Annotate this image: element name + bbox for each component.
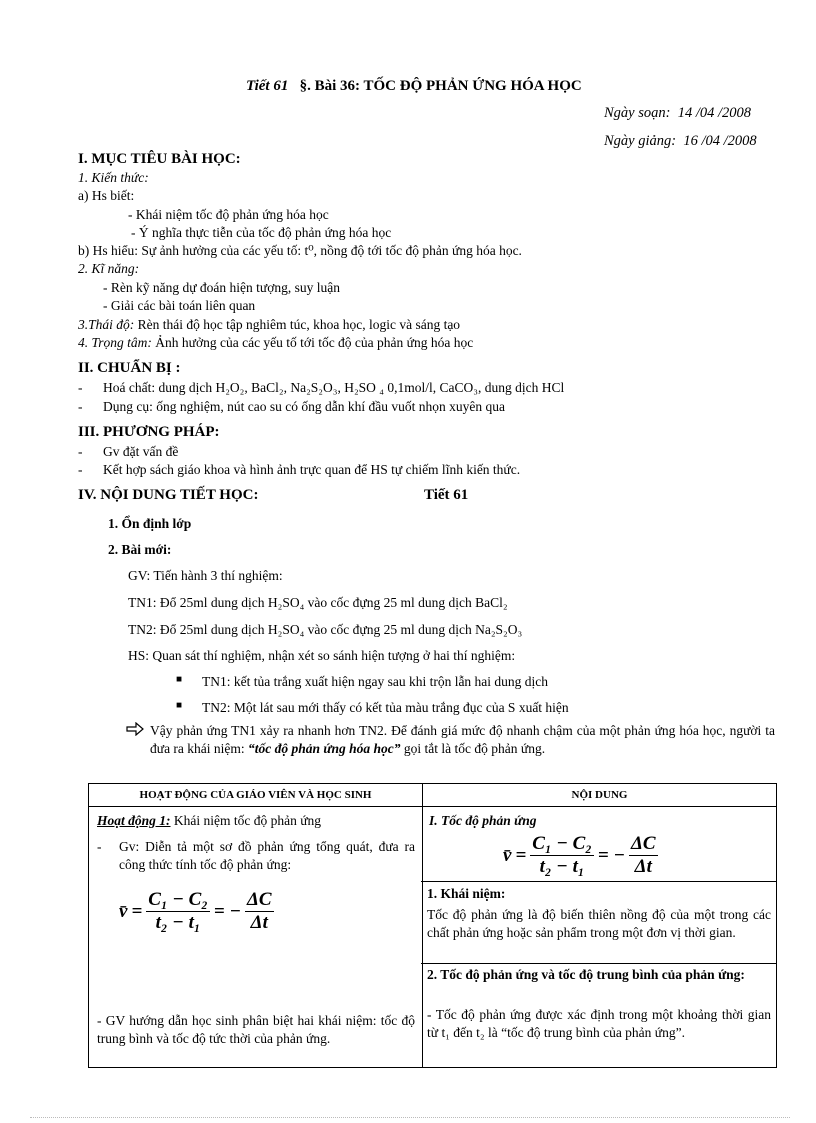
understands-line: b) Hs hiểu: Sự ảnh hưởng của các yếu tố: t⁰, nồng độ tới tốc độ phản ứng hóa học.: [78, 243, 522, 258]
formula-fraction: [146, 889, 210, 934]
student-observe: HS: Quan sát thí nghiệm, nhận xét so sánh hiện tượng ở hai thí nghiệm:: [128, 648, 516, 663]
page-bottom-border: [30, 1117, 790, 1118]
prep-date-line: [604, 105, 751, 122]
formula-delta-numerator: ΔC: [246, 889, 272, 910]
focus-label: 4. Trọng tâm:: [78, 335, 152, 350]
formula-vbar: v̄: [503, 844, 512, 866]
teach-date: 16 /04 /2008: [683, 133, 757, 149]
focus-text: Ảnh hưởng của các yếu tố tới tốc độ của phản ứng hóa học: [151, 335, 474, 350]
formula-delta-denominator: Δt: [634, 856, 652, 877]
section-objectives-title: I. MỤC TIÊU BÀI HỌC:: [78, 151, 241, 167]
formula-delta-fraction: [245, 889, 274, 934]
arrow-right-icon: [126, 722, 144, 740]
formula-denominator: t₂ − t₁: [539, 856, 585, 877]
conclusion-term: “tốc độ phản ứng hóa học”: [248, 741, 401, 756]
method-item-2: Kết hợp sách giáo khoa và hình ảnh trực quan để HS tự chiếm lĩnh kiến thức.: [103, 462, 521, 477]
concept-heading: 1. Khái niệm:: [427, 886, 506, 901]
concept-text: Tốc độ phản ứng là độ biến thiên nồng độ của một trong các chất phản ứng hoặc sản phẩm trong một đơn vị thời gian.: [427, 907, 771, 940]
formula-numerator: C₁ − C₂: [148, 889, 208, 910]
attitude-text: Rèn thái độ học tập nghiêm túc, khoa học, logic và sáng tạo: [134, 317, 461, 332]
experiment-1: TN1: Đổ 25ml dung dịch H₂SO₄ vào cốc đựng 25 ml dung dịch BaCl₂: [128, 595, 508, 610]
knows-label: a) Hs biết:: [78, 188, 135, 203]
activity-1-line: [97, 812, 321, 829]
method-bullet-2: -: [78, 462, 83, 477]
observation-2: TN2: Một lát sau mới thấy có kết tủa màu trắng đục của S xuất hiện: [202, 700, 569, 715]
formula-delta-denominator: Δt: [250, 912, 268, 933]
teach-label: Ngày giảng:: [604, 133, 677, 149]
conclusion-paragraph: [150, 722, 775, 758]
formula-equals: =: [515, 844, 527, 866]
teacher-bullet: -: [97, 839, 102, 854]
table-header-activities: HOẠT ĐỘNG CỦA GIÁO VIÊN VÀ HỌC SINH: [89, 784, 423, 807]
observation-1: TN1: kết tủa trắng xuất hiện ngay sau khi trộn lẫn hai dung dịch: [202, 674, 549, 689]
formula-left: [119, 889, 274, 934]
avg-rate-text: - Tốc độ phản ứng được xác định trong một khoảng thời gian từ t₁ đến t₂ là “tốc độ trung bình của phản ứng”.: [427, 1007, 771, 1040]
attitude-label: 3.Thái độ:: [78, 317, 135, 332]
formula-delta-numerator: ΔC: [630, 833, 656, 854]
section-method-title: III. PHƯƠNG PHÁP:: [78, 424, 220, 440]
prep-label: Ngày soạn:: [604, 105, 671, 121]
knows-item-1: - Khái niệm tốc độ phản ứng hóa học: [128, 207, 329, 222]
bullet-square-icon: ■: [176, 700, 183, 711]
formula-numerator: C₁ − C₂: [532, 833, 592, 854]
attitude-line: [78, 316, 460, 333]
activity-1-text: Khái niệm tốc độ phản ứng: [170, 813, 322, 828]
teacher-intro: GV: Tiến hành 3 thí nghiệm:: [128, 568, 283, 583]
activities-cell: [89, 807, 423, 1068]
step-new-lesson: 2. Bài mới:: [108, 542, 172, 557]
row-divider: [421, 963, 777, 964]
skill-item-1: - Rèn kỹ năng dự đoán hiện tượng, suy luận: [103, 280, 340, 295]
formula-minus: = −: [597, 844, 625, 866]
lesson-heading: [246, 78, 582, 95]
step-class-order: 1. Ổn định lớp: [108, 516, 192, 531]
conclusion-text-b: gọi tắt là tốc độ phản ứng.: [400, 741, 546, 756]
method-item-1: Gv đặt vấn đề: [103, 444, 179, 459]
lesson-period: Tiết 61: [424, 487, 469, 503]
formula-denominator: t₂ − t₁: [155, 912, 201, 933]
experiment-2: TN2: Đổ 25ml dung dịch H₂SO₄ vào cốc đựng 25 ml dung dịch Na₂S₂O₃: [128, 622, 523, 637]
skills-heading: 2. Kĩ năng:: [78, 261, 140, 276]
table-header-content: NỘI DUNG: [423, 784, 777, 807]
teach-date-line: [604, 133, 757, 150]
teacher-guide: - GV hướng dẫn học sinh phân biệt hai khái niệm: tốc độ trung bình và tốc độ tức thời của phản ứng.: [97, 1013, 415, 1046]
prep-equipment: Dụng cụ: ống nghiệm, nút cao su có ống dẫn khí đầu vuốt nhọn xuyên qua: [103, 399, 505, 414]
formula-fraction: [530, 833, 594, 878]
teacher-describe: Gv: Diễn tả một sơ đồ phản ứng tổng quát, đưa ra công thức tính tốc độ phản ứng:: [119, 839, 415, 872]
section-preparation-title: II. CHUẨN BỊ :: [78, 360, 181, 376]
formula-vbar: v̄: [119, 900, 128, 922]
prep-bullet-1: -: [78, 380, 83, 395]
activity-1-label: Hoạt động 1:: [97, 813, 171, 828]
bullet-square-icon: ■: [176, 674, 183, 685]
focus-line: [78, 334, 473, 351]
content-title: I. Tốc độ phản ứng: [429, 813, 537, 828]
section-content-title: IV. NỘI DUNG TIẾT HỌC:: [78, 487, 259, 503]
formula-minus: = −: [213, 900, 241, 922]
formula-equals: =: [131, 900, 143, 922]
prep-date: 14 /04 /2008: [677, 105, 752, 121]
prep-chemicals: Hoá chất: dung dịch H₂O₂, BaCl₂, Na₂S₂O₃, H₂SO ₄ 0,1mol/l, CaCO₃, dung dịch HCl: [103, 380, 565, 395]
skill-item-2: - Giải các bài toán liên quan: [103, 298, 256, 313]
lesson-title: §. Bài 36: TỐC ĐỘ PHẢN ỨNG HÓA HỌC: [299, 78, 582, 94]
row-divider: [421, 881, 777, 882]
method-bullet-1: -: [78, 444, 83, 459]
knows-item-2: - Ý nghĩa thực tiễn của tốc độ phản ứng hóa học: [131, 225, 392, 240]
prep-bullet-2: -: [78, 399, 83, 414]
lesson-number: Tiết 61: [246, 78, 289, 94]
formula-right: [503, 833, 658, 878]
avg-rate-heading: 2. Tốc độ phản ứng và tốc độ trung bình của phản ứng:: [427, 967, 745, 982]
conclusion-text-a: Vậy phản ứng TN1 xảy ra nhanh hơn TN2. Để đánh giá mức độ nhanh chậm của một phản ứng hóa học, người ta đưa ra khái niệm:: [150, 723, 775, 756]
formula-delta-fraction: [629, 833, 658, 878]
knowledge-heading: 1. Kiến thức:: [78, 170, 149, 185]
